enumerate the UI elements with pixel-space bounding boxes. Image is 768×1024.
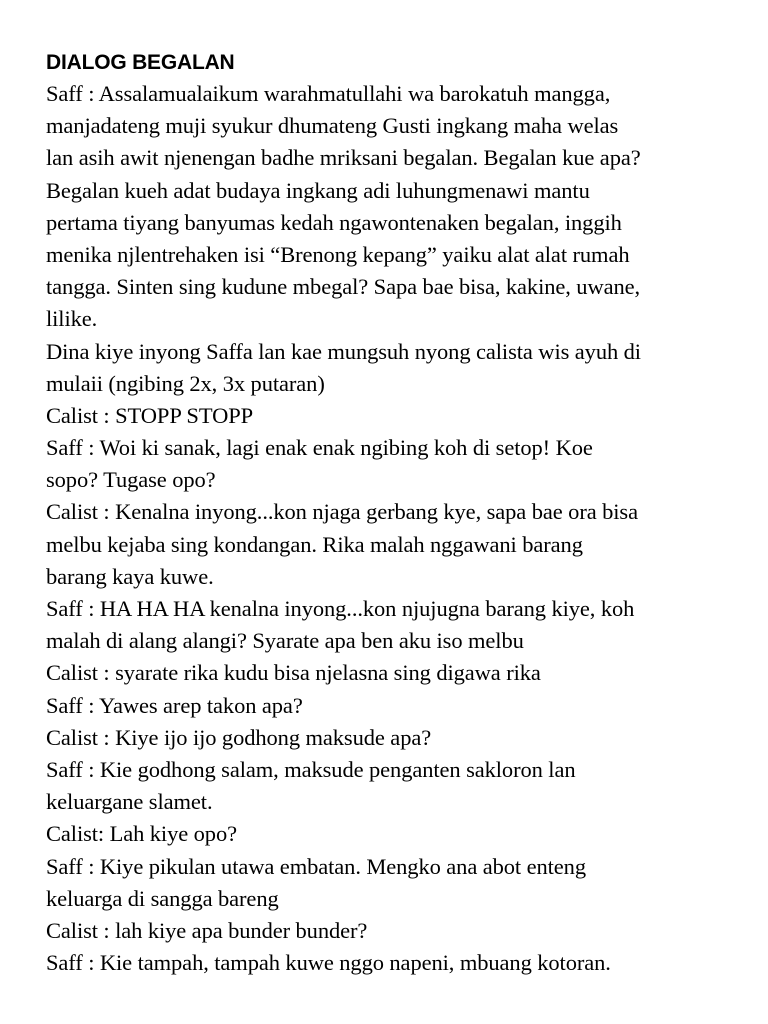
text-line: tangga. Sinten sing kudune mbegal? Sapa bae bisa, kakine, uwane, (46, 274, 641, 300)
dialog-body (46, 78, 736, 979)
text-line: Saff : Yawes arep takon apa? (46, 692, 303, 718)
text-line: Calist : syarate rika kudu bisa njelasna sing digawa rika (46, 660, 541, 686)
text-line: Calist: Lah kiye opo? (46, 821, 237, 847)
document-title: DIALOG BEGALAN (46, 51, 235, 74)
text-line: Calist : Kenalna inyong...kon njaga gerbang kye, sapa bae ora bisa (46, 499, 638, 525)
text-line: pertama tiyang banyumas kedah ngawontenaken begalan, inggih (46, 209, 622, 235)
text-line: menika njlentrehaken isi “Brenong kepang” yaiku alat alat rumah (46, 241, 630, 267)
text-line: Calist : lah kiye apa bunder bunder? (46, 917, 368, 943)
text-line: manjadateng muji syukur dhumateng Gusti ingkang maha welas (46, 113, 619, 139)
text-line: Saff : Kiye pikulan utawa embatan. Mengko ana abot enteng (46, 853, 586, 879)
text-line: mulaii (ngibing 2x, 3x putaran) (46, 370, 325, 396)
text-line: Saff : Kie tampah, tampah kuwe nggo napeni, mbuang kotoran. (46, 950, 611, 976)
document-page (46, 48, 736, 979)
text-line: melbu kejaba sing kondangan. Rika malah nggawani barang (46, 531, 583, 557)
text-line: barang kaya kuwe. (46, 563, 214, 589)
text-line: Saff : Woi ki sanak, lagi enak enak ngibing koh di setop! Koe (46, 435, 593, 461)
text-line: keluargane slamet. (46, 789, 213, 815)
text-line: Saff : Kie godhong salam, maksude penganten sakloron lan (46, 756, 576, 782)
text-line: malah di alang alangi? Syarate apa ben aku iso melbu (46, 628, 524, 654)
text-line: Calist : STOPP STOPP (46, 402, 254, 428)
text-line: Begalan kueh adat budaya ingkang adi luhungmenawi mantu (46, 177, 590, 203)
text-line: Saff : Assalamualaikum warahmatullahi wa barokatuh mangga, (46, 81, 611, 106)
text-line: keluarga di sangga bareng (46, 885, 279, 911)
text-line: lilike. (46, 306, 98, 332)
text-line: lan asih awit njenengan badhe mriksani begalan. Begalan kue apa? (46, 145, 641, 171)
text-line: Calist : Kiye ijo ijo godhong maksude apa? (46, 724, 432, 750)
text-line: Dina kiye inyong Saffa lan kae mungsuh nyong calista wis ayuh di (46, 338, 641, 364)
text-line: Saff : HA HA HA kenalna inyong...kon njujugna barang kiye, koh (46, 596, 635, 621)
text-line: sopo? Tugase opo? (46, 467, 216, 493)
